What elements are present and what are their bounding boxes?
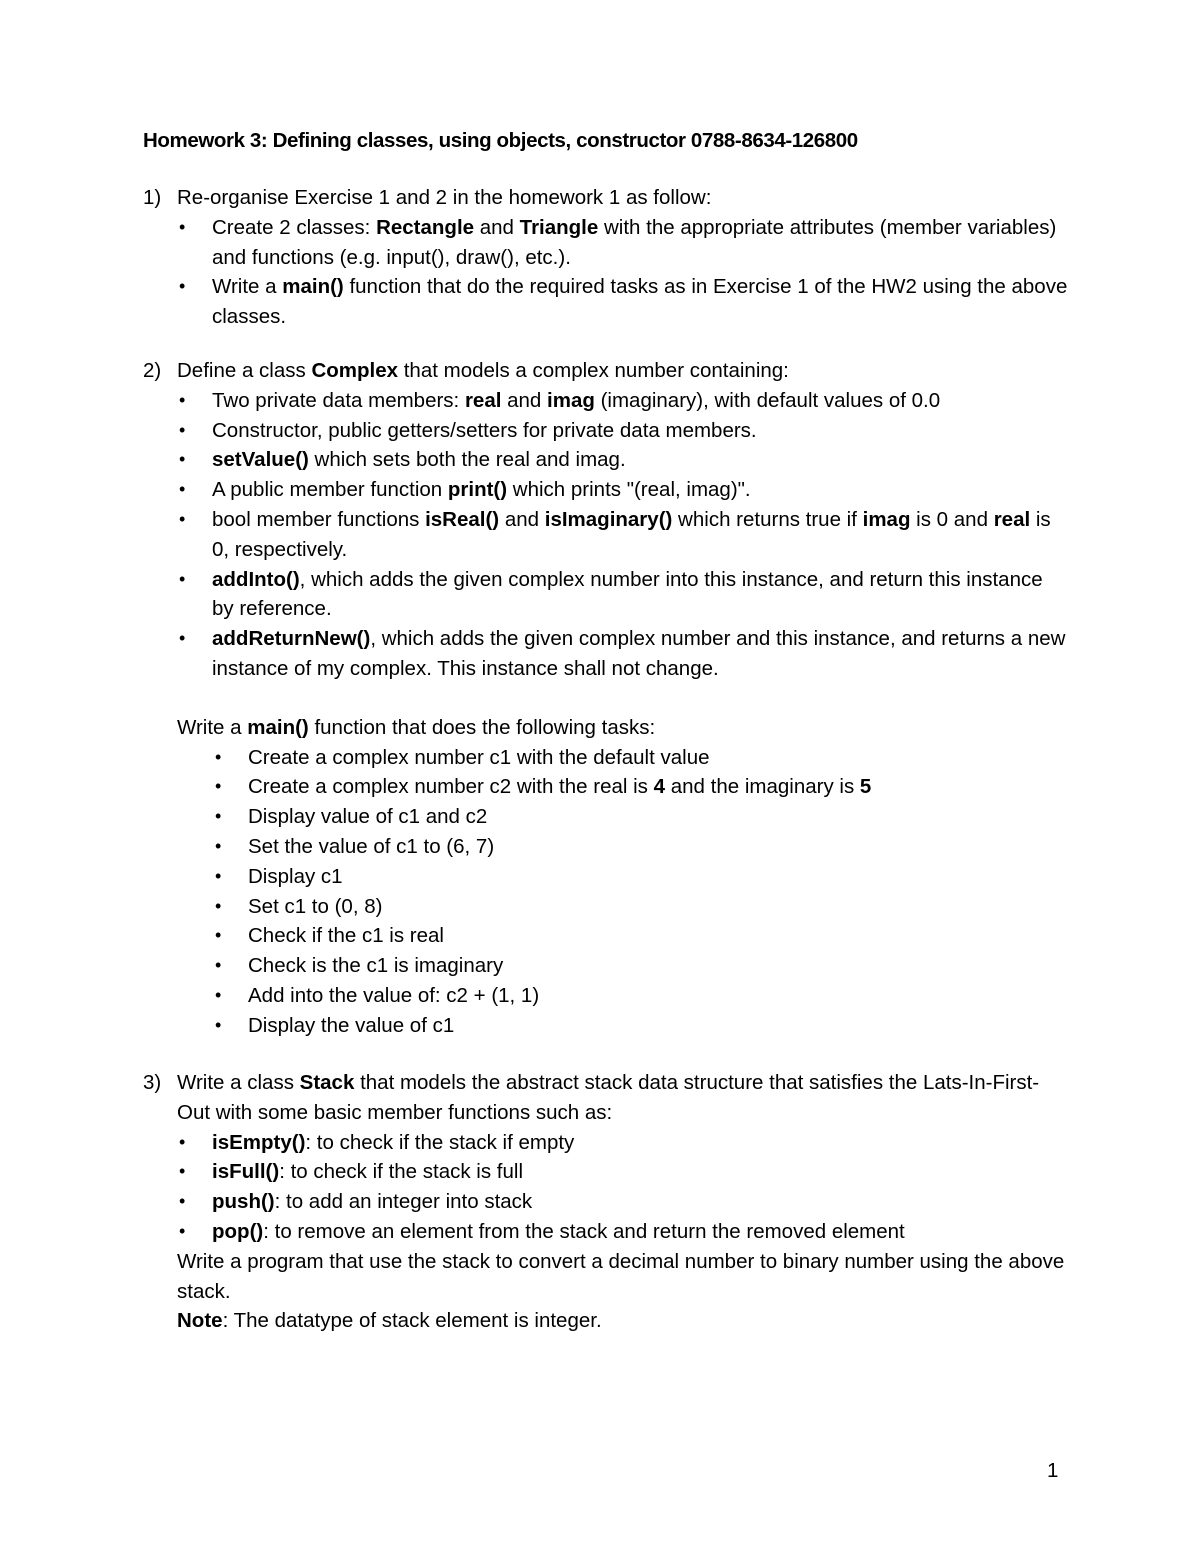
- question-intro: Re-organise Exercise 1 and 2 in the homework 1 as follow:: [177, 186, 712, 209]
- note: Note: The datatype of stack element is integer.: [177, 1309, 602, 1333]
- list-item: • Set c1 to (0, 8): [177, 892, 1068, 922]
- bullet-icon: [179, 445, 185, 475]
- bullet-icon: [179, 1157, 185, 1187]
- question-intro: Write a class Stack that models the abstract stack data structure that satisfies the Lats-In-First-Out with some basic member functions such as:: [177, 1071, 1040, 1124]
- bullet-icon: [215, 743, 221, 773]
- bullet-icon: [215, 772, 221, 802]
- bullet-icon: [215, 862, 221, 892]
- question-1: [143, 183, 1068, 332]
- bullet-icon: [179, 1128, 185, 1158]
- list-item: • A public member function print() which prints "(real, imag)".: [177, 475, 1068, 505]
- list-item: • addReturnNew(), which adds the given complex number and this instance, and returns a new instance of my complex. This instance shall not change.: [177, 624, 1068, 684]
- bullet-icon: [215, 1011, 221, 1041]
- list-item: • Write a main() function that do the required tasks as in Exercise 1 of the HW2 using the above classes.: [177, 272, 1068, 332]
- bullet-icon: [215, 921, 221, 951]
- question-number: 3): [143, 1071, 162, 1094]
- question-intro: Define a class Complex that models a complex number containing:: [177, 359, 789, 382]
- page-number: 1: [1047, 1459, 1059, 1482]
- list-item: • bool member functions isReal() and isImaginary() which returns true if imag is 0 and real is 0, respectively.: [177, 505, 1068, 565]
- bullet-icon: [179, 213, 185, 243]
- bullet-icon: [179, 1217, 185, 1247]
- page-title: Homework 3: Defining classes, using objects, constructor 0788-8634-126800: [143, 129, 858, 152]
- list-item: • Check is the c1 is imaginary: [177, 951, 1068, 981]
- list-item: • setValue() which sets both the real and imag.: [177, 445, 1068, 475]
- list-item: • Display c1: [177, 862, 1068, 892]
- list-item: • Create 2 classes: Rectangle and Triangle with the appropriate attributes (member variables) and functions (e.g. input(), draw(), etc.).: [177, 213, 1068, 273]
- bullet-list: [177, 213, 1068, 332]
- question-3: [143, 1068, 1068, 1336]
- bullet-icon: [179, 416, 185, 446]
- bullet-list: [177, 1128, 1068, 1247]
- list-item: • isFull(): to check if the stack is full: [177, 1157, 1068, 1187]
- bullet-icon: [215, 832, 221, 862]
- list-item: • pop(): to remove an element from the stack and return the removed element: [177, 1217, 1068, 1247]
- bullet-icon: [215, 981, 221, 1011]
- list-item: • Constructor, public getters/setters for private data members.: [177, 416, 1068, 446]
- task-list: [177, 743, 1068, 1041]
- list-item: • addInto(), which adds the given complex number into this instance, and return this instance by reference.: [177, 565, 1068, 625]
- program-instruction: Write a program that use the stack to convert a decimal number to binary number using the above stack.: [177, 1249, 1065, 1303]
- list-item: • Check if the c1 is real: [177, 921, 1068, 951]
- bullet-icon: [179, 624, 185, 654]
- bullet-icon: [215, 892, 221, 922]
- list-item: • push(): to add an integer into stack: [177, 1187, 1068, 1217]
- list-item: • Set the value of c1 to (6, 7): [177, 832, 1068, 862]
- list-item: • Create a complex number c2 with the real is 4 and the imaginary is 5: [177, 772, 1068, 802]
- question-number: 2): [143, 359, 162, 382]
- list-item: • Display value of c1 and c2: [177, 802, 1068, 832]
- bullet-icon: [215, 802, 221, 832]
- bullet-icon: [179, 272, 185, 302]
- main-intro: Write a main() function that does the following tasks:: [177, 715, 656, 739]
- bullet-icon: [179, 565, 185, 595]
- bullet-icon: [179, 1187, 185, 1217]
- bullet-icon: [179, 505, 185, 535]
- list-item: • Create a complex number c1 with the default value: [177, 743, 1068, 773]
- list-item: • Add into the value of: c2 + (1, 1): [177, 981, 1068, 1011]
- list-item: • Two private data members: real and imag (imaginary), with default values of 0.0: [177, 386, 1068, 416]
- question-2: [143, 356, 1068, 1041]
- bullet-icon: [179, 386, 185, 416]
- question-number: 1): [143, 186, 162, 209]
- bullet-list: [177, 386, 1068, 684]
- list-item: • isEmpty(): to check if the stack if empty: [177, 1128, 1068, 1158]
- bullet-icon: [179, 475, 185, 505]
- bullet-icon: [215, 951, 221, 981]
- list-item: • Display the value of c1: [177, 1011, 1068, 1041]
